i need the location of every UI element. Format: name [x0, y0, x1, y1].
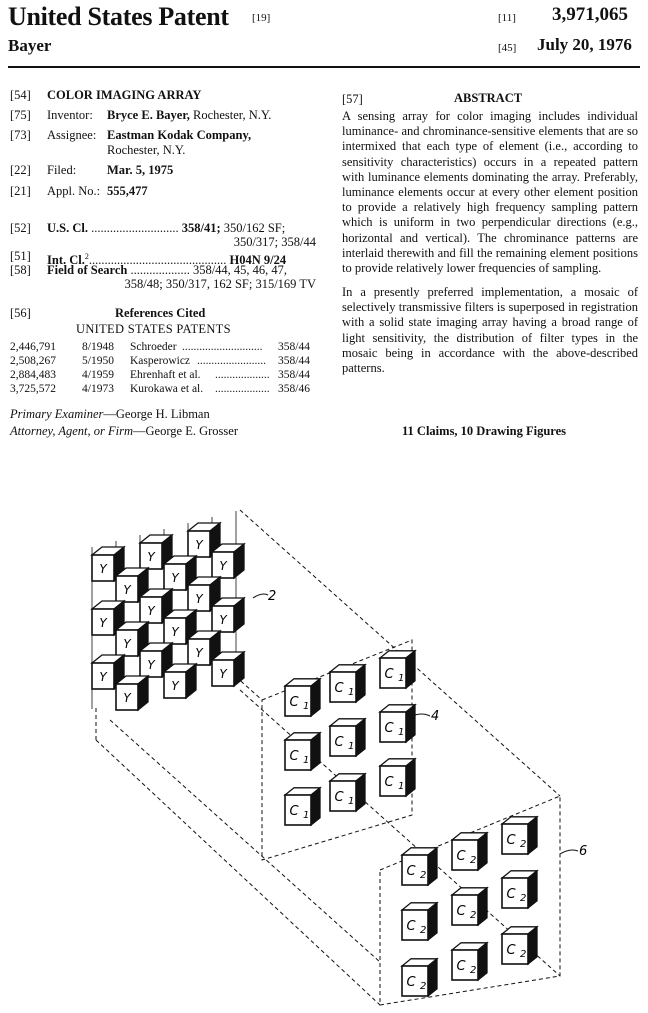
filter-label-subscript: 1 — [303, 810, 310, 821]
filter-label-subscript: 2 — [470, 910, 477, 921]
filter-label: C — [384, 667, 394, 682]
cube-side-face — [528, 871, 537, 908]
ref-name: Kurokawa et al. — [130, 383, 204, 395]
color-imaging-array-figure — [0, 480, 648, 1013]
ref-dots: ................... — [215, 369, 270, 381]
abstract-heading: ABSTRACT — [454, 91, 523, 105]
invention-title: COLOR IMAGING ARRAY — [47, 88, 202, 102]
filter-label: Y — [147, 550, 155, 564]
date-code: [45] — [498, 42, 517, 54]
appl-code: [21] — [10, 184, 31, 198]
filter-label: C — [406, 975, 416, 990]
assignee-location: Rochester, N.Y. — [107, 143, 186, 157]
c1-element — [330, 719, 365, 756]
cube-side-face — [406, 651, 415, 688]
filter-label-subscript: 1 — [398, 727, 405, 738]
c1-element — [330, 665, 365, 702]
c2-element — [502, 817, 537, 854]
title-code: [19] — [252, 12, 271, 24]
filter-label: Y — [171, 679, 179, 693]
filter-label: Y — [219, 667, 227, 681]
ref-number: 2,446,791 — [10, 341, 56, 353]
ref-dots: ........................ — [197, 355, 266, 367]
filter-label-subscript: 2 — [420, 981, 427, 992]
filter-label: Y — [99, 562, 107, 576]
c1-element — [380, 705, 415, 742]
filter-label-subscript: 1 — [398, 673, 405, 684]
patent-date: July 20, 1976 — [537, 35, 632, 54]
cube-side-face — [528, 817, 537, 854]
references-subheading: UNITED STATES PATENTS — [76, 322, 231, 336]
cube-side-face — [528, 927, 537, 964]
chroma2-array — [402, 817, 537, 996]
cube-side-face — [356, 719, 365, 756]
c2-element — [502, 927, 537, 964]
int-cl-label: Int. Cl. — [47, 253, 85, 268]
cube-side-face — [478, 833, 487, 870]
y-element — [212, 652, 244, 686]
us-cl-label: U.S. Cl. — [47, 221, 88, 235]
int-cl-sup: 2 — [84, 252, 89, 261]
inventor-code: [75] — [10, 108, 31, 122]
filter-label: C — [506, 943, 516, 958]
filter-label: C — [334, 735, 344, 750]
filter-label: C — [406, 919, 416, 934]
ref-numeral-4: 4 — [431, 709, 440, 724]
cube-side-face — [428, 848, 437, 885]
abstract-paragraph-2: In a presently preferred implementation, a mosaic of selectively transmissive filters is superposed in registration with a solid state imaging array having a broad range of light sensitivity, the distribution of filter types in the mosaic being in accordance with the above-described patterns. — [342, 285, 638, 376]
y-element — [212, 544, 244, 578]
filter-label: Y — [219, 559, 227, 573]
us-cl-line2: 350/317; 358/44 — [233, 235, 316, 249]
inventor-value — [107, 108, 271, 123]
appl-label: Appl. No.: — [47, 184, 101, 198]
filter-label: Y — [123, 691, 131, 705]
field-dots: ................... — [130, 263, 190, 277]
inventor-label: Inventor: — [47, 108, 93, 122]
field-line1: 358/44, 45, 46, 47, — [192, 263, 288, 277]
cube-side-face — [311, 788, 320, 825]
filter-label: Y — [195, 538, 203, 552]
ref-class: 358/44 — [278, 355, 310, 367]
c2-element — [402, 848, 437, 885]
filter-label: C — [456, 849, 466, 864]
ref-class: 358/44 — [278, 341, 310, 353]
filter-label-subscript: 2 — [520, 839, 527, 850]
patent-number-code: [11] — [498, 12, 516, 24]
filter-label: Y — [99, 670, 107, 684]
c1-element — [285, 679, 320, 716]
field-value — [47, 263, 287, 278]
c1-element — [380, 759, 415, 796]
filter-label-subscript: 1 — [348, 687, 355, 698]
cube-side-face — [428, 903, 437, 940]
c1-element — [380, 651, 415, 688]
filter-label-subscript: 1 — [348, 741, 355, 752]
filter-label: Y — [171, 571, 179, 585]
filter-label: Y — [147, 658, 155, 672]
int-cl-dots: ............................................ — [88, 253, 227, 268]
filter-label: Y — [99, 616, 107, 630]
field-row-2 — [0, 277, 316, 292]
cube-side-face — [356, 665, 365, 702]
attorney-label: Attorney, Agent, or Firm — [10, 424, 134, 438]
filter-label: C — [506, 887, 516, 902]
field-line2: 358/48; 350/317, 162 SF; 315/169 TV — [124, 277, 316, 291]
claims-summary: 11 Claims, 10 Drawing Figures — [402, 424, 567, 438]
filter-label-subscript: 2 — [520, 893, 527, 904]
c2-element — [452, 943, 487, 980]
inventor-name: Bryce E. Bayer, — [107, 108, 190, 122]
cube-side-face — [406, 705, 415, 742]
filter-label: C — [406, 864, 416, 879]
ref-name: Kasperowicz — [130, 355, 191, 367]
filter-label: Y — [195, 646, 203, 660]
int-cl-number: H04N 9/24 — [229, 253, 287, 268]
primary-examiner — [10, 407, 210, 422]
filter-label: Y — [123, 637, 131, 651]
attorney-name: —George E. Grosser — [133, 424, 238, 438]
filter-label: C — [334, 790, 344, 805]
c2-element — [502, 871, 537, 908]
patent-number: 3,971,065 — [552, 4, 628, 25]
cube-side-face — [478, 888, 487, 925]
cube-side-face — [311, 679, 320, 716]
c2-element — [402, 959, 437, 996]
us-cl-main: 358/41; — [181, 221, 221, 235]
ref-date: 4/1959 — [82, 369, 114, 381]
filter-label: C — [289, 804, 299, 819]
field-label: Field of Search — [47, 263, 128, 277]
filter-label: Y — [147, 604, 155, 618]
us-cl-code: [52] — [10, 221, 31, 235]
ref-class: 358/44 — [278, 369, 310, 381]
ref-dots: ............................ — [182, 341, 263, 353]
filter-label-subscript: 2 — [470, 855, 477, 866]
y-element — [164, 664, 196, 698]
cube-side-face — [406, 759, 415, 796]
ref-numeral-2: 2 — [268, 589, 277, 604]
int-cl-code: [51] — [10, 249, 31, 263]
patent-title: United States Patent — [8, 2, 229, 31]
luminance-array — [92, 511, 244, 710]
primary-examiner-label: Primary Examiner — [10, 407, 104, 421]
assignee-name: Eastman Kodak Company, — [107, 128, 252, 142]
filter-label: C — [456, 904, 466, 919]
inventor-location: Rochester, N.Y. — [192, 108, 272, 122]
us-cl-rest: 350/162 SF; — [223, 221, 286, 235]
filed-label: Filed: — [47, 163, 77, 177]
ref-number: 3,725,572 — [10, 383, 56, 395]
filter-label-subscript: 2 — [470, 965, 477, 976]
filter-label-subscript: 1 — [348, 796, 355, 807]
leader-6 — [560, 850, 578, 854]
y-element — [212, 598, 244, 632]
assignee-code: [73] — [10, 128, 31, 142]
attorney — [10, 424, 238, 439]
ref-name: Schroeder — [130, 341, 177, 353]
filter-label-subscript: 2 — [520, 949, 527, 960]
filter-label-subscript: 2 — [420, 925, 427, 936]
us-cl-row-2 — [0, 235, 316, 250]
references-heading: References Cited — [115, 306, 206, 320]
ref-number: 2,508,267 — [10, 355, 56, 367]
appl-number: 555,477 — [107, 184, 148, 198]
filed-date: Mar. 5, 1975 — [107, 163, 174, 177]
cube-side-face — [356, 774, 365, 811]
leader-2 — [253, 594, 268, 598]
abstract-code: [57] — [342, 92, 363, 106]
cube-side-face — [478, 943, 487, 980]
filter-label: C — [506, 833, 516, 848]
filter-label: C — [384, 721, 394, 736]
filter-label-subscript: 1 — [398, 781, 405, 792]
filter-label: Y — [195, 592, 203, 606]
field-code: [58] — [10, 263, 31, 277]
abstract-paragraph-1: A sensing array for color imaging includes individual luminance- and chrominance-sensitive elements that are so intermixed that each type of element (i.e., according to sensitivity characteristics) occurs in a repeated pattern with luminance elements dominating the array. Preferably, luminance elements occur at every other element position to provide a relatively high frequency sampling pattern which is uniform in two perpendicular directions (e.g., horizontal and vertical). The chrominance patterns are interlaid therewith and fill the remaining element positions to provide relatively lower frequencies of sampling. — [342, 109, 638, 276]
c1-element — [285, 733, 320, 770]
primary-examiner-name: —George H. Libman — [103, 407, 210, 421]
chroma1-array — [285, 651, 415, 825]
ref-dots: ................... — [215, 383, 270, 395]
us-cl-dots: ............................ — [91, 221, 179, 235]
filter-label: Y — [123, 583, 131, 597]
ref-date: 5/1950 — [82, 355, 114, 367]
ref-name: Ehrenhaft et al. — [130, 369, 201, 381]
us-cl-value — [47, 221, 285, 236]
filter-label-subscript: 2 — [420, 870, 427, 881]
assignee-label: Assignee: — [47, 128, 97, 142]
filter-label-subscript: 1 — [303, 701, 310, 712]
filter-label: C — [289, 695, 299, 710]
filter-label: C — [289, 749, 299, 764]
filter-label: C — [456, 959, 466, 974]
ref-numeral-6: 6 — [579, 844, 588, 859]
ref-class: 358/46 — [278, 383, 310, 395]
c2-element — [452, 888, 487, 925]
filter-label: Y — [219, 613, 227, 627]
ref-date: 4/1973 — [82, 383, 114, 395]
c2-element — [452, 833, 487, 870]
filed-code: [22] — [10, 163, 31, 177]
ref-number: 2,884,483 — [10, 369, 56, 381]
references-code: [56] — [10, 306, 31, 320]
filter-label: C — [334, 681, 344, 696]
header-rule — [8, 66, 640, 68]
inventor-surname: Bayer — [8, 36, 52, 55]
y-element — [116, 676, 148, 710]
c1-element — [285, 788, 320, 825]
cube-side-face — [428, 959, 437, 996]
ref-date: 8/1948 — [82, 341, 114, 353]
filter-label: C — [384, 775, 394, 790]
title-code: [54] — [10, 88, 31, 102]
c1-element — [330, 774, 365, 811]
filter-label-subscript: 1 — [303, 755, 310, 766]
c2-element — [402, 903, 437, 940]
cube-side-face — [311, 733, 320, 770]
filter-label: Y — [171, 625, 179, 639]
